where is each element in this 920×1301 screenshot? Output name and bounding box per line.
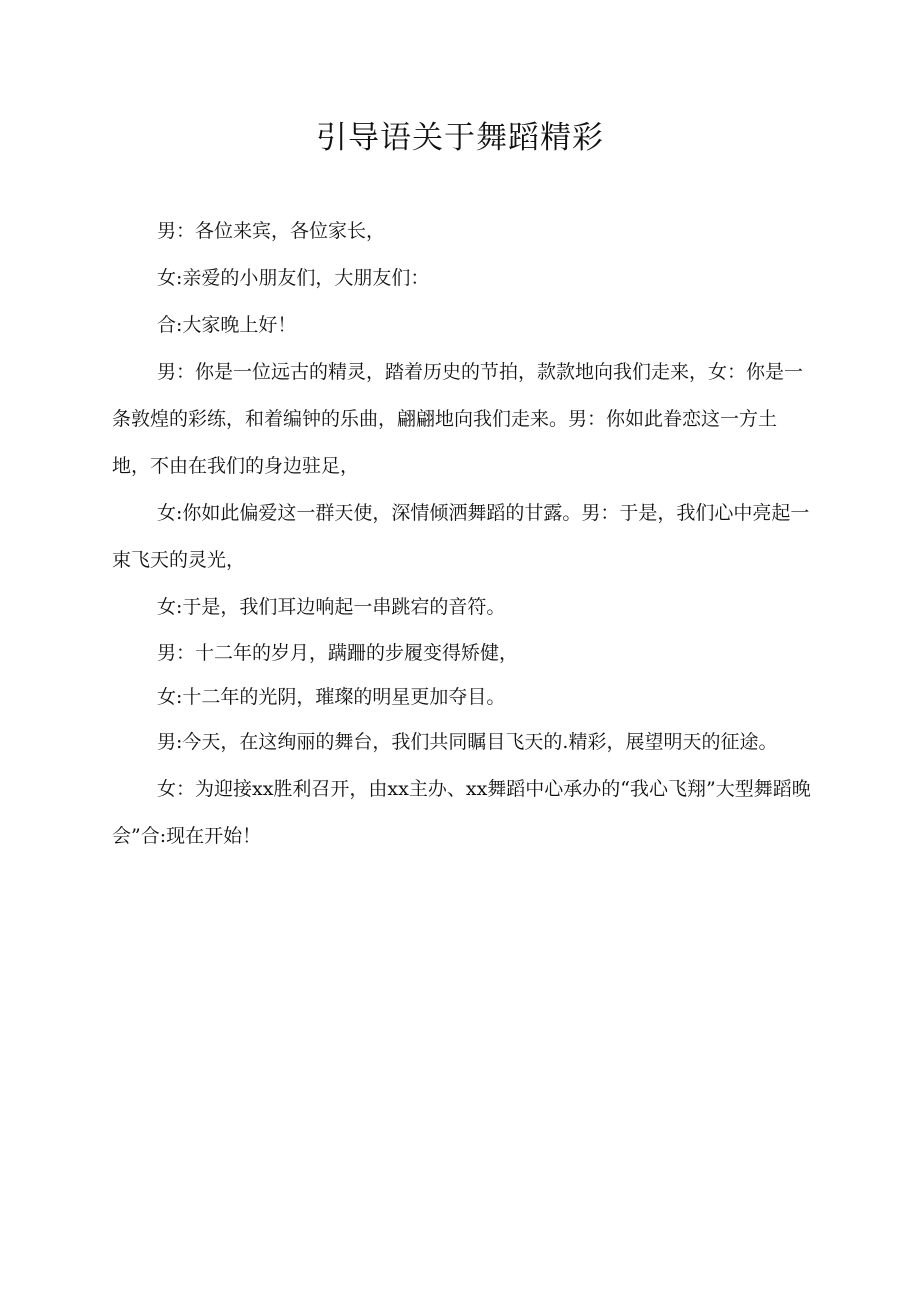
paragraph-6: 女:于是，我们耳边响起一串跳宕的音符。	[157, 596, 506, 618]
paragraph-2: 女:亲爱的小朋友们，大朋友们：	[157, 267, 430, 289]
paragraph-10: 女：为迎接xx胜利召开，由xx主办、xx舞蹈中心承办的“我心飞翔”大型舞蹈晚会”合:现在开始！	[112, 778, 811, 847]
paragraph-4: 男：你是一位远古的精灵，踏着历史的节拍，款款地向我们走来，女：你是一条敦煌的彩练，和着编钟的乐曲，翩翩地向我们走来。男：你如此眷恋这一方土地，不由在我们的身边驻足，	[112, 361, 804, 477]
paragraph-1: 男：各位来宾，各位家长，	[157, 220, 386, 242]
paragraph-5: 女:你如此偏爱这一群天使，深情倾洒舞蹈的甘露。男：于是，我们心中亮起一束飞天的灵光，	[112, 502, 810, 571]
paragraph-3: 合:大家晚上好！	[157, 314, 297, 336]
paragraph-9: 男:今天，在这绚丽的舞台，我们共同瞩目飞天的.精彩，展望明天的征途。	[157, 731, 778, 753]
paragraph-8: 女:十二年的光阴，璀璨的明星更加夺目。	[157, 686, 506, 708]
document-body	[112, 208, 812, 860]
document-title: 引导语关于舞蹈精彩	[316, 120, 604, 156]
paragraph-7: 男：十二年的岁月，蹒跚的步履变得矫健，	[157, 642, 519, 664]
